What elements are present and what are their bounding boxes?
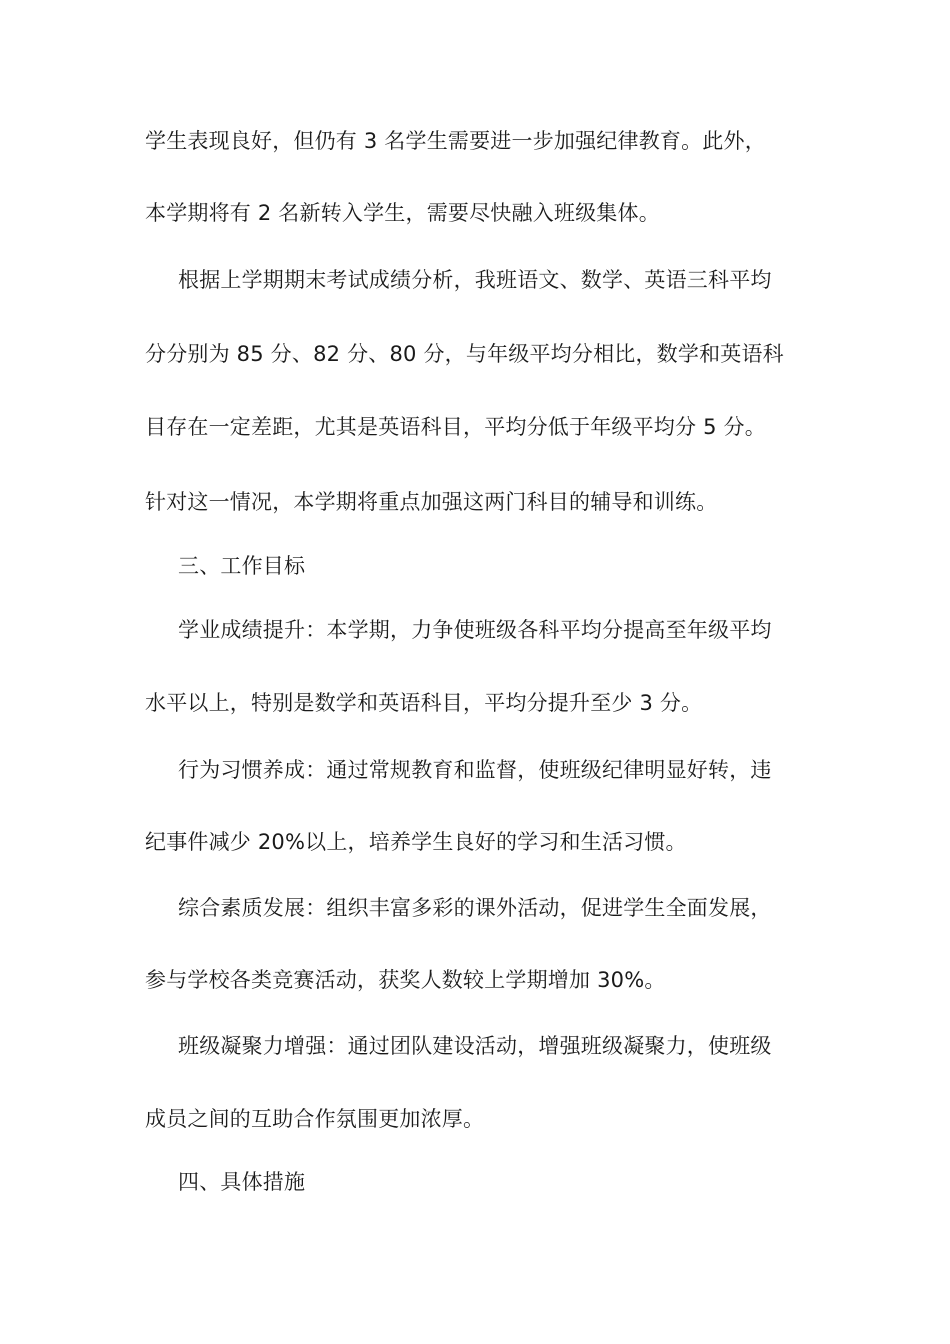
paragraph-line: 学生表现良好，但仍有 3 名学生需要进一步加强纪律教育。此外， xyxy=(145,129,766,153)
paragraph-line: 参与学校各类竞赛活动，获奖人数较上学期增加 30%。 xyxy=(145,968,666,992)
paragraph-line: 目存在一定差距，尤其是英语科目，平均分低于年级平均分 5 分。 xyxy=(145,415,766,439)
paragraph-line: 水平以上，特别是数学和英语科目，平均分提升至少 3 分。 xyxy=(145,691,703,715)
paragraph-line: 成员之间的互助合作氛围更加浓厚。 xyxy=(145,1107,485,1131)
paragraph-line: 本学期将有 2 名新转入学生，需要尽快融入班级集体。 xyxy=(145,201,660,225)
paragraph-line: 根据上学期期末考试成绩分析，我班语文、数学、英语三科平均 xyxy=(178,268,772,292)
paragraph-line: 行为习惯养成：通过常规教育和监督，使班级纪律明显好转，违 xyxy=(178,758,772,782)
paragraph-line: 纪事件减少 20%以上，培养学生良好的学习和生活习惯。 xyxy=(145,830,687,854)
paragraph-line: 学业成绩提升：本学期，力争使班级各科平均分提高至年级平均 xyxy=(178,618,772,642)
paragraph-line: 班级凝聚力增强：通过团队建设活动，增强班级凝聚力，使班级 xyxy=(178,1034,772,1058)
paragraph-line: 针对这一情况，本学期将重点加强这两门科目的辅导和训练。 xyxy=(145,490,718,514)
paragraph-line: 综合素质发展：组织丰富多彩的课外活动，促进学生全面发展， xyxy=(178,896,772,920)
section-heading: 四、具体措施 xyxy=(178,1170,306,1194)
paragraph-line: 分分别为 85 分、82 分、80 分，与年级平均分相比，数学和英语科 xyxy=(145,342,784,366)
section-heading: 三、工作目标 xyxy=(178,554,306,578)
